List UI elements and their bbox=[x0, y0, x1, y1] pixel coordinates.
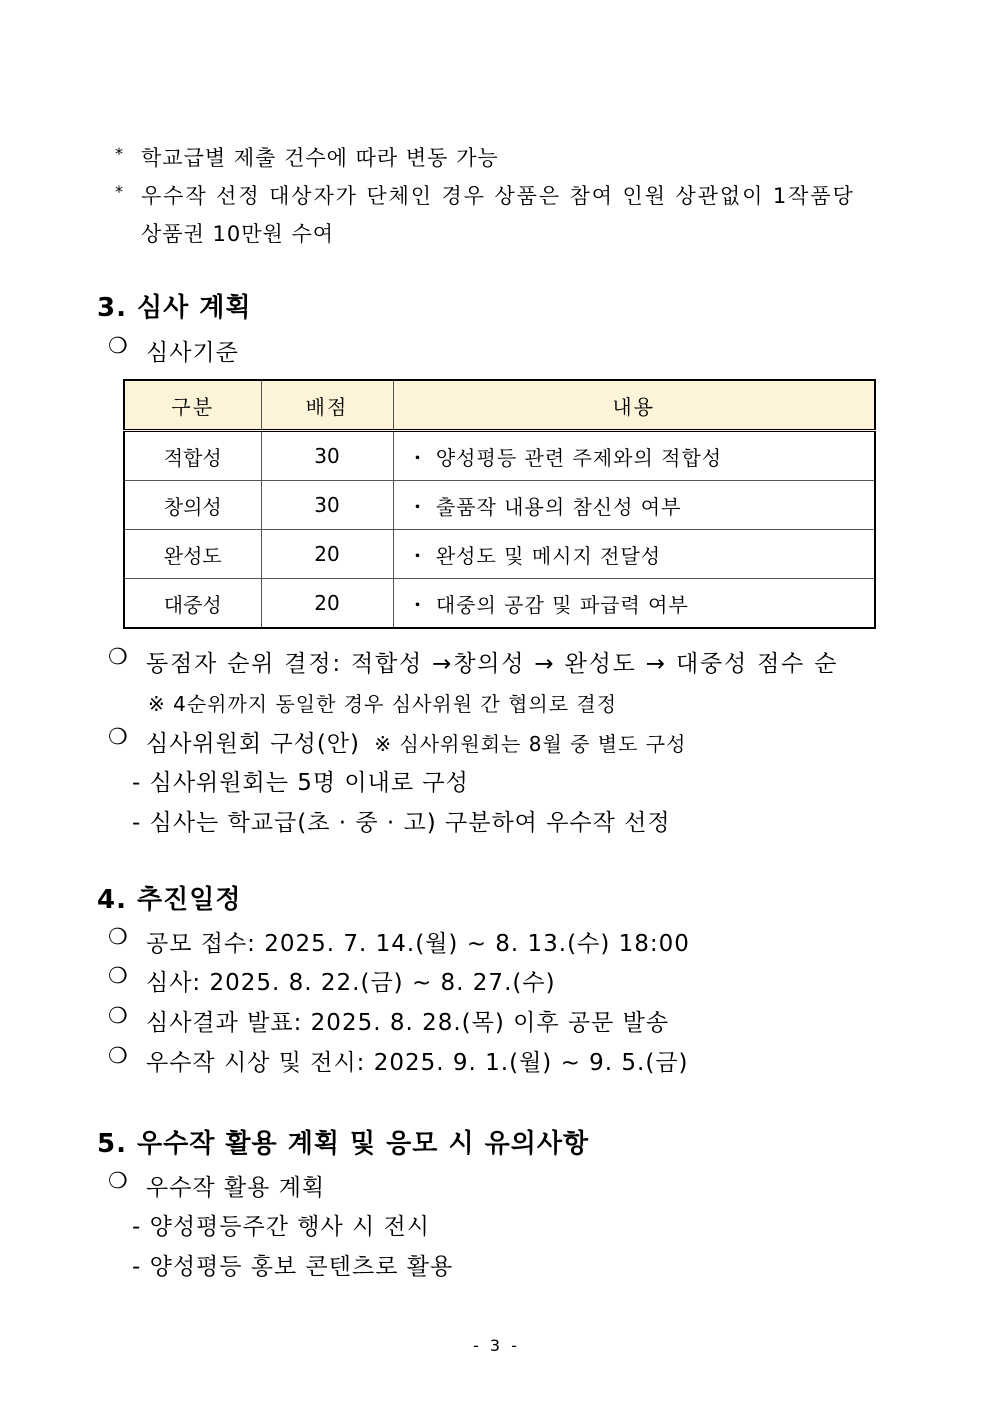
committee-heading bbox=[108, 725, 687, 758]
tie-note: ※ 4순위까지 동일한 경우 심사위원 간 협의로 결정 bbox=[148, 692, 618, 716]
schedule-text: 심사결과 발표: 2025. 8. 28.(목) 이후 공문 발송 bbox=[146, 1010, 670, 1036]
note-2-continued: 상품권 10만원 수여 bbox=[141, 222, 335, 246]
criteria-score: 20 bbox=[261, 530, 393, 579]
committee-label: 심사위원회 구성(안) bbox=[146, 731, 361, 757]
criteria-name: 대중성 bbox=[124, 579, 261, 629]
note-text: 학교급별 제출 건수에 따라 변동 가능 bbox=[141, 146, 499, 170]
schedule-item bbox=[108, 925, 690, 958]
criteria-name: 창의성 bbox=[124, 481, 261, 530]
schedule-item bbox=[108, 1044, 689, 1077]
criteria-score: 30 bbox=[261, 481, 393, 530]
section-5-title: 5. 우수작 활용 계획 및 응모 시 유의사항 bbox=[97, 1129, 590, 1159]
schedule-item bbox=[108, 1004, 670, 1037]
asterisk-marker: * bbox=[115, 182, 125, 201]
asterisk-marker: * bbox=[115, 144, 124, 163]
schedule-text: 심사: 2025. 8. 22.(금) ~ 8. 27.(수) bbox=[146, 970, 556, 996]
header-category: 구분 bbox=[124, 380, 261, 431]
plan-item: - 양성평등 홍보 콘텐츠로 활용 bbox=[132, 1254, 454, 1280]
section-3-title: 3. 심사 계획 bbox=[97, 293, 252, 323]
table-row bbox=[124, 481, 875, 530]
criteria-desc: ・ 출품작 내용의 참신성 여부 bbox=[393, 481, 875, 530]
criteria-table bbox=[123, 379, 876, 629]
plan-label: 우수작 활용 계획 bbox=[146, 1175, 326, 1201]
header-score: 배점 bbox=[261, 380, 393, 431]
circle-bullet-icon: ❍ bbox=[108, 964, 129, 989]
table-header-row bbox=[124, 380, 875, 431]
schedule-text: 공모 접수: 2025. 7. 14.(월) ~ 8. 13.(수) 18:00 bbox=[146, 931, 690, 957]
circle-bullet-icon: ❍ bbox=[108, 1004, 129, 1029]
criteria-desc: ・ 양성평등 관련 주제와의 적합성 bbox=[393, 431, 875, 481]
note-text: 우수작 선정 대상자가 단체인 경우 상품은 참여 인원 상관없이 1작품당 bbox=[141, 184, 855, 208]
criteria-label: 심사기준 bbox=[146, 340, 239, 366]
criteria-score: 30 bbox=[261, 431, 393, 481]
criteria-heading bbox=[108, 334, 239, 367]
circle-bullet-icon: ❍ bbox=[108, 1044, 129, 1069]
header-content: 내용 bbox=[393, 380, 875, 431]
circle-bullet-icon: ❍ bbox=[108, 645, 130, 670]
plan-item: - 양성평등주간 행사 시 전시 bbox=[132, 1214, 430, 1240]
circle-bullet-icon: ❍ bbox=[108, 725, 129, 750]
circle-bullet-icon: ❍ bbox=[108, 1169, 129, 1194]
committee-note: ※ 심사위원회는 8월 중 별도 구성 bbox=[374, 732, 687, 756]
plan-heading bbox=[108, 1169, 326, 1202]
tie-rule-text: 동점자 순위 결정: 적합성 →창의성 → 완성도 → 대중성 점수 순 bbox=[146, 651, 839, 677]
table-row bbox=[124, 530, 875, 579]
criteria-name: 적합성 bbox=[124, 431, 261, 481]
note-1 bbox=[115, 142, 499, 172]
committee-item: - 심사는 학교급(초 · 중 · 고) 구분하여 우수작 선정 bbox=[132, 810, 671, 836]
schedule-text: 우수작 시상 및 전시: 2025. 9. 1.(월) ~ 9. 5.(금) bbox=[146, 1050, 689, 1076]
schedule-item bbox=[108, 964, 556, 997]
table-row bbox=[124, 579, 875, 629]
note-2 bbox=[115, 180, 855, 210]
circle-bullet-icon: ❍ bbox=[108, 925, 129, 950]
page-number: - 3 - bbox=[473, 1336, 520, 1355]
criteria-name: 완성도 bbox=[124, 530, 261, 579]
committee-item: - 심사위원회는 5명 이내로 구성 bbox=[132, 770, 469, 796]
table-row bbox=[124, 431, 875, 481]
section-4-title: 4. 추진일정 bbox=[97, 885, 242, 915]
criteria-desc: ・ 완성도 및 메시지 전달성 bbox=[393, 530, 875, 579]
criteria-score: 20 bbox=[261, 579, 393, 629]
circle-bullet-icon: ❍ bbox=[108, 334, 129, 359]
tie-rule bbox=[108, 645, 839, 678]
criteria-desc: ・ 대중의 공감 및 파급력 여부 bbox=[393, 579, 875, 629]
